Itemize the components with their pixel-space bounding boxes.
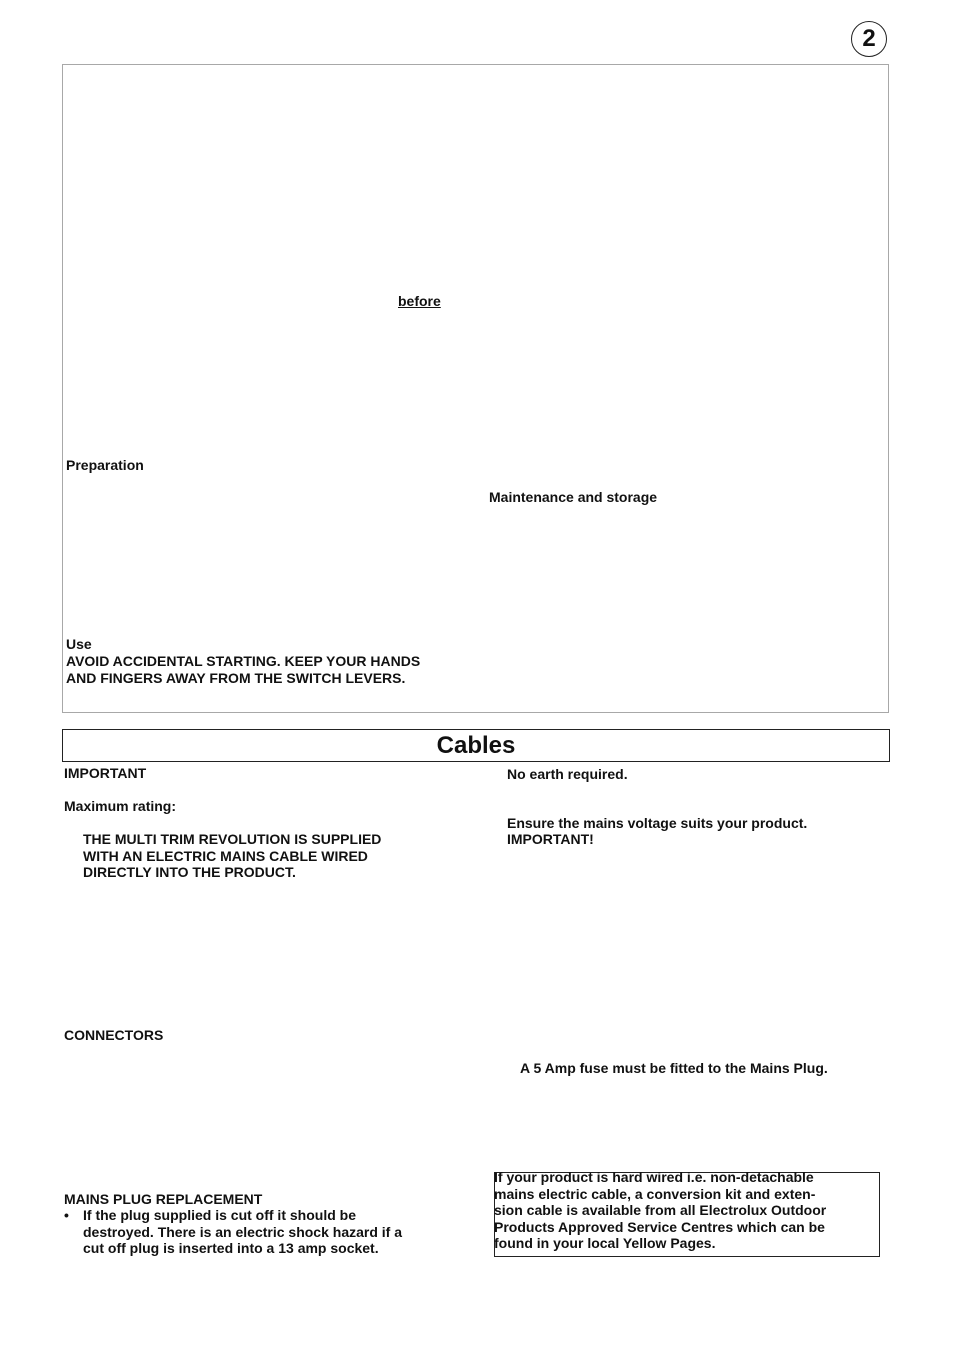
- safety-instructions-frame: [62, 64, 889, 713]
- use-warning-line: AVOID ACCIDENTAL STARTING. KEEP YOUR HANDS: [66, 653, 421, 669]
- page-number-badge: 2: [851, 21, 887, 57]
- cables-title: Cables: [436, 731, 516, 759]
- cables-title-bar: [62, 729, 890, 762]
- max-rating-label: Maximum rating:: [64, 798, 177, 814]
- plug-bullet-line: If the plug supplied is cut off it should be: [83, 1207, 356, 1223]
- bullet-icon: •: [64, 1207, 69, 1223]
- notice-line: If your product is hard wired i.e. non-detachable: [494, 1169, 814, 1185]
- important-exclaim: IMPORTANT!: [507, 831, 594, 847]
- use-heading: Use: [66, 636, 92, 652]
- fuse-note: A 5 Amp fuse must be fitted to the Mains Plug.: [520, 1060, 828, 1076]
- plug-bullet-text: [83, 1207, 402, 1257]
- plug-bullet-item: [64, 1207, 474, 1257]
- use-warning-line: AND FINGERS AWAY FROM THE SWITCH LEVERS.: [66, 669, 406, 686]
- notice-line: Products Approved Service Centres which can be: [494, 1218, 825, 1235]
- plug-replacement-heading: MAINS PLUG REPLACEMENT: [64, 1191, 263, 1207]
- connectors-heading: CONNECTORS: [64, 1027, 164, 1043]
- voltage-note: Ensure the mains voltage suits your product.: [507, 815, 808, 831]
- hardwired-line: THE MULTI TRIM REVOLUTION IS SUPPLIED: [83, 831, 382, 847]
- before-emphasis: before: [398, 293, 441, 309]
- hardwired-line: WITH AN ELECTRIC MAINS CABLE WIRED: [83, 847, 368, 864]
- use-warning: [66, 653, 420, 686]
- notice-line: found in your local Yellow Pages.: [494, 1235, 716, 1251]
- notice-line: sion cable is available from all Electrolux Outdoor: [494, 1202, 827, 1218]
- maintenance-heading: Maintenance and storage: [489, 489, 658, 505]
- hardwired-line: DIRECTLY INTO THE PRODUCT.: [83, 864, 296, 880]
- important-label: IMPORTANT: [64, 765, 147, 781]
- conversion-kit-notice: [494, 1169, 880, 1252]
- hardwired-notice: [83, 831, 381, 881]
- preparation-heading: Preparation: [66, 457, 144, 473]
- notice-line: mains electric cable, a conversion kit and exten-: [494, 1185, 816, 1202]
- plug-bullet-line: destroyed. There is an electric shock hazard if a: [83, 1223, 403, 1240]
- no-earth-note: No earth required.: [507, 766, 628, 782]
- plug-bullet-line: cut off plug is inserted into a 13 amp socket.: [83, 1240, 379, 1256]
